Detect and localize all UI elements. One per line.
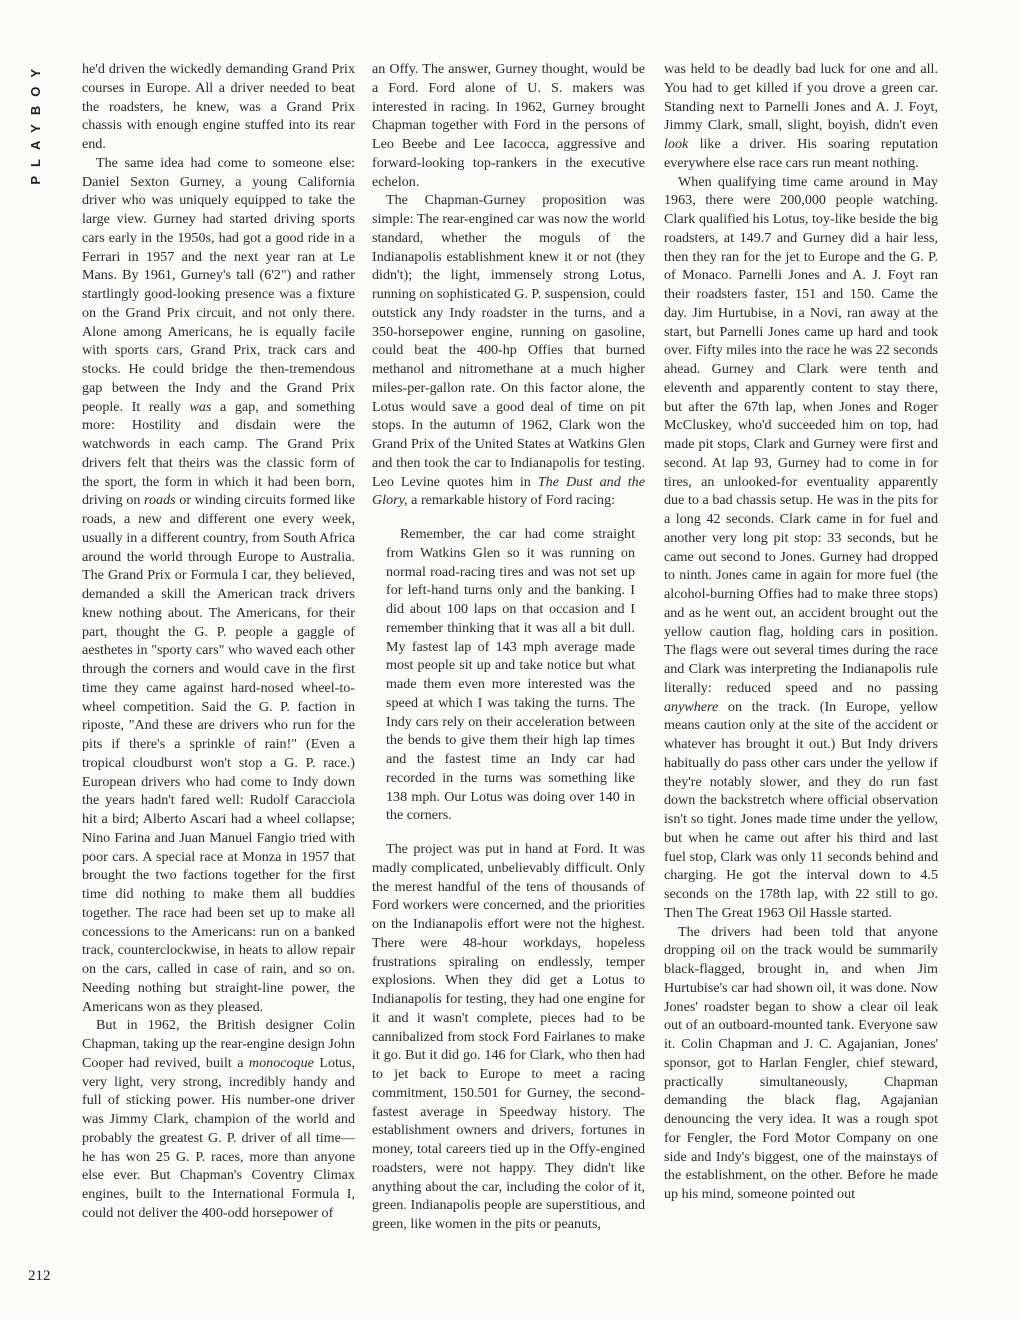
quote-paragraph: Remember, the car had come straight from Watkins Glen so it was running on normal road-racing tires and was not set up for left-hand turns only and the banking. I did about 100 laps on that occasion and I remember thinking that it was all a bit dull. My fastest lap of 143 mph average made most people sit up and take notice but what made them even more interested was the speed at which I was taking the turns. The Indy cars rely on their acceleration between the bends to give them their high lap times and the fastest time an Indy car had recorded in the turns was something like 138 mph. Our Lotus was doing over 140 in the corners. xyxy=(386,526,635,824)
paragraph: The same idea had come to someone else: Daniel Sexton Gurney, a young California driver who was uniquely equipped to take the large view. Gurney had started driving sports cars early in the 1950s, had got a good ride in a Ferrari in 1957 and the next year ran at Le Mans. By 1961, Gurney's tall (6'2") and rather startlingly good-looking presence was a fixture on the Grand Prix circuit, and not only there. Alone among Americans, he is equally facile with sports cars, Grand Prix, track cars and stocks. He could bridge the then-tremendous gap between the Indy and the Grand Prix people. It really was a gap, and something more: Hostility and disdain were the watchwords in each camp. The Grand Prix drivers felt that theirs was the classic form of the sport, the form in which it had been born, driving on roads or winding circuits formed like roads, a new and different one every week, usually in a different country, from South Africa around the world through Europe to Australia. The Grand Prix or Formula I car, they believed, demanded a skill the American track drivers knew nothing about. The Americans, for their part, thought the G. P. people a gaggle of aesthetes in "sporty cars" who waved each other through the corners and would cave in the first time they came against hard-nosed wheel-to-wheel competition. Said the G. P. faction in riposte, "And these are drivers who run for the pits if there's a sprinkle of rain!" (Even a tropical cloudburst won't stop a G. P. race.) European drivers who had come to Indy down the years hadn't fared well: Rudolf Caracciola hit a bird; Alberto Ascari had a wheel collapse; Nino Farina and Juan Manuel Fangio tried with poor cars. A special race at Monza in 1957 that brought the two factions together for the first time did nothing to make them all buddies together. The race had been set up to make all concessions to the Americans: run on a banked track, counterclockwise, in heats to allow repair on the cars, called in case of rain, and so on. Needing nothing but straight-line power, the Americans won as they pleased. xyxy=(82,154,355,1015)
emphasis: was xyxy=(189,398,212,415)
paragraph: an Offy. The answer, Gurney thought, would be a Ford. Ford alone of U. S. makers was interested in racing. In 1962, Gurney brought Chapman together with Ford in the persons of Leo Beebe and Lee Iacocca, aggressive and forward-looking top-rankers in the executive echelon. xyxy=(372,61,645,190)
paragraph: The Chapman-Gurney proposition was simple: The rear-engined car was now the world standard, whether the moguls of the Indianapolis establishment knew it or not (they didn't); the light, immensely strong Lotus, running on sophisticated G. P. suspension, could outstick any Indy roadster in the turns, and a 350-horsepower engine, running on gasoline, could beat the 400-hp Offies that burned methanol and nitromethane at a much higher miles-per-gallon rate. On this factor alone, the Lotus would save a good deal of time on pit stops. In the autumn of 1962, Clark won the Grand Prix of the United States at Watkins Glen and then took the car to Indianapolis for testing. Leo Levine quotes him in The Dust and the Glory, a remarkable history of Ford racing: xyxy=(372,192,645,509)
book-title: The Dust and the Glory, xyxy=(372,473,645,509)
paragraph: The project was put in hand at Ford. It was madly complicated, unbelievably difficult. Only the merest handful of the tens of thousands of Ford workers were concerned, and the priorities on the Indianapolis effort were not the highest. There were 48-hour workdays, hopeless frustrations spiraling on endlessly, temper explosions. When they did get a Lotus to Indianapolis for testing, they had one engine for it and it wasn't complete, pieces had to be cannibalized from stock Ford Fairlanes to make it go. But it did go. 146 for Clark, who then had to jet back to Europe to meet a racing commitment, 150.501 for Gurney, the second-fastest average in Speedway history. The establishment owners and drivers, fortunes in money, total careers tied up in the Offy-engined roadsters, were not happy. They didn't like anything about the car, including the color of it, green. Indianapolis people are superstitious, and green, like women in the pits or peanuts, xyxy=(372,841,645,1232)
emphasis: monocoque xyxy=(248,1054,314,1071)
text-column-2 xyxy=(372,60,645,1300)
emphasis: look xyxy=(664,136,689,152)
text-column-1 xyxy=(82,60,355,1300)
text-column-3 xyxy=(664,60,938,1300)
block-quote xyxy=(386,525,635,825)
paragraph: The drivers had been told that anyone dropping oil on the track would be summarily black-flagged, brought in, and when Jim Hurtubise's car had shown oil, it was done. Now Jones' roadster began to show a clear oil leak out of an outboard-mounted tank. Everyone saw it. Colin Chapman and J. C. Agajanian, Jones' sponsor, got to Harlan Fengler, chief steward, practically simultaneously, Chapman demanding the black flag, Agajanian denouncing the very idea. It was a rough spot for Fengler, the Ford Motor Company on one side and Indy's biggest, one of the mainstays of the establishment, on the other. Before he made up his mind, someone pointed out xyxy=(664,923,938,1202)
page-number: 212 xyxy=(28,1268,51,1284)
paragraph: was held to be deadly bad luck for one and all. You had to get killed if you drove a green car. Standing next to Parnelli Jones and A. J. Foyt, Jimmy Clark, small, slight, boyish, didn't even look like a driver. His soaring reputation everywhere else race cars run meant nothing. xyxy=(664,61,938,171)
emphasis: roads xyxy=(144,492,176,509)
emphasis: anywhere xyxy=(664,698,719,715)
magazine-masthead: PLAYBOY xyxy=(28,60,43,185)
paragraph: he'd driven the wickedly demanding Grand Prix courses in Europe. All a driver needed to beat the roadsters, he knew, was a Grand Prix chassis with enough engine stuffed into its rear end. xyxy=(82,61,355,152)
paragraph: When qualifying time came around in May 1963, there were 200,000 people watching. Clark qualified his Lotus, toy-like beside the big roadsters, at 149.7 and Gurney did a hair less, then they ran for the jet to Europe and the G. P. of Monaco. Parnelli Jones and A. J. Foyt ran their roadsters faster, 151 and 150. Came the day. Jim Hurtubise, in a Novi, ran away at the start, but Parnelli Jones came up hard and took over. Fifty miles into the race he was 22 seconds ahead. Gurney and Clark were tenth and eleventh and apparently content to stay there, but after the 67th lap, when Jones and Roger McCluskey, who'd succeeded him on top, had made pit stops, Clark and Gurney were first and second. At lap 93, Gurney had to come in for tires, an unlooked-for eventuality apparently due to a bad chassis setup. He was in the pits for a long 42 seconds. Clark came in for fuel and another very long pit stop: 33 seconds, but he came out second to Jones. Gurney had dropped to ninth. Jones came in again for more fuel (the alcohol-burning Offies had to make three stops) and as he went out, an accident brought out the yellow caution flag, holding cars in position. The flags were out several times during the race and Clark was interpreting the Indianapolis rule literally: reduced speed and no passing anywhere on the track. (In Europe, yellow means caution only at the site of the accident or whatever has brought it out.) But Indy drivers habitually do pass other cars under the yellow if they're notably slower, and they do run fast down the backstretch where official observation isn't so tight. Jones made time under the yellow, but when he came out after his third and last fuel stop, Clark was only 11 seconds behind and charging. He got the interval down to 4.5 seconds on the 178th lap, with 22 still to go. Then The Great 1963 Oil Hassle started. xyxy=(664,173,938,921)
paragraph: But in 1962, the British designer Colin Chapman, taking up the rear-engine design John Cooper had revived, built a monocoque Lotus, very light, very strong, incredibly handy and full of sticking power. His number-one driver was Jimmy Clark, champion of the world and probably the greatest G. P. driver of all time—he has won 25 G. P. races, more than anyone else ever. But Chapman's Coventry Climax engines, built to the International Formula I, could not deliver the 400-odd horsepower of xyxy=(82,1017,355,1221)
